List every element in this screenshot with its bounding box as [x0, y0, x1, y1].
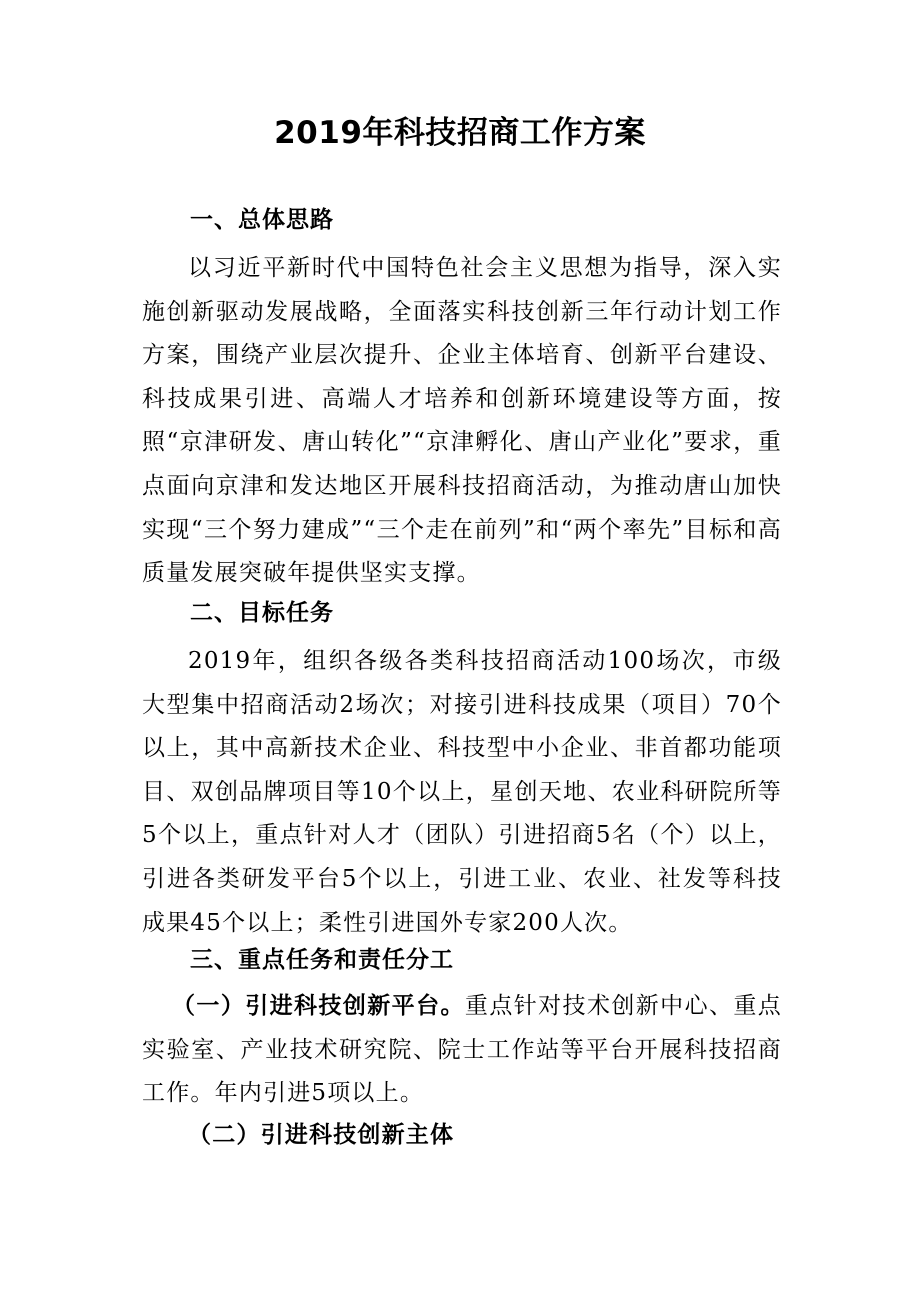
section-paragraph-general-approach: 以习近平新时代中国特色社会主义思想为指导，深入实施创新驱动发展战略，全面落实科技创新三年行动计划工作方案，围绕产业层次提升、企业主体培育、创新平台建设、科技成果引进、高端人才培养和创新环境建设等方面，按照“京津研发、唐山转化”“京津孵化、唐山产业化”要求，重点面向京津和发达地区开展科技招商活动，为推动唐山加快实现“三个努力建成”“三个走在前列”和“两个率先”目标和高质量发展突破年提供坚实支撑。 — [142, 255, 782, 587]
section-heading-key-tasks: 三、重点任务和责任分工 — [190, 947, 454, 973]
task-item-innovation-platforms-text: 重点针对技术创新中心、重点实验室、产业技术研究院、院士工作站等平台开展科技招商工作。年内引进5项以上。 — [142, 993, 782, 1107]
task-item-innovation-platforms — [142, 985, 782, 1116]
section-paragraph-targets: 2019年，组织各级各类科技招商活动100场次，市级大型集中招商活动2场次；对接引进科技成果（项目）70个以上，其中高新技术企业、科技型中小企业、非首都功能项目、双创品牌项目等10个以上，星创天地、农业科研院所等5个以上，重点针对人才（团队）引进招商5名（个）以上，引进各类研发平台5个以上，引进工业、农业、社发等科技成果45个以上；柔性引进国外专家200人次。 — [142, 648, 782, 936]
document-title: 2019年科技招商工作方案 — [274, 115, 646, 151]
section-heading-general-approach: 一、总体思路 — [190, 207, 334, 233]
task-item-innovation-platforms-lead: （一）引进科技创新平台。 — [172, 993, 465, 1019]
task-item-innovation-entities-heading: （二）引进科技创新主体 — [188, 1122, 455, 1148]
section-heading-targets: 二、目标任务 — [190, 600, 334, 626]
